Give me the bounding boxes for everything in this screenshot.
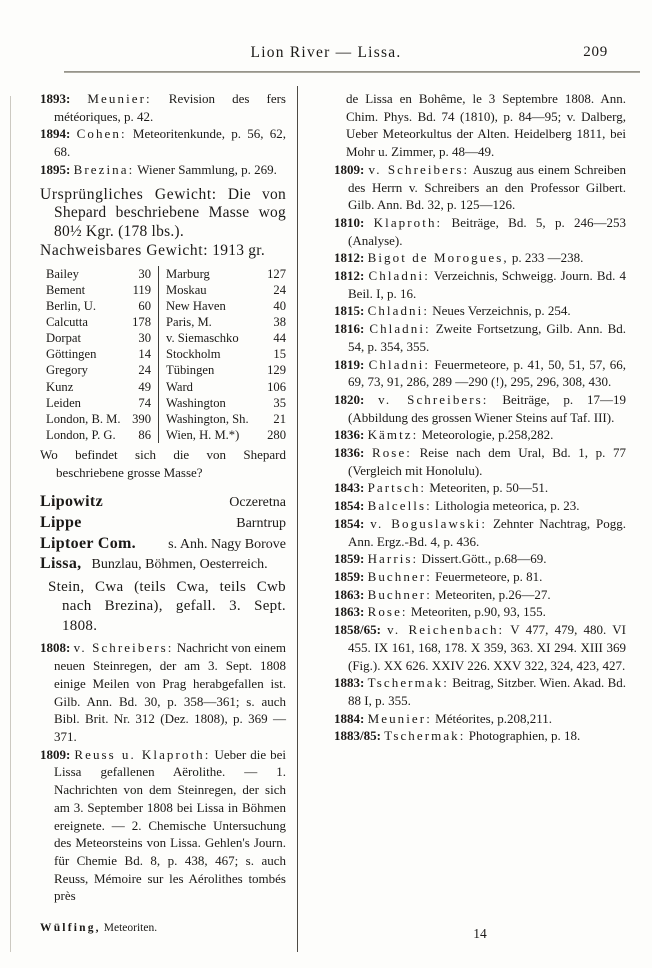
entry-year: 1854: xyxy=(334,498,365,514)
entry-year: 1883/85: xyxy=(334,728,381,744)
bib-entry xyxy=(334,249,626,267)
entry-author: Kämtz: xyxy=(367,427,419,443)
entry-text: Revision des fers météoriques, p. 42. xyxy=(54,91,286,124)
bib-entry xyxy=(334,497,626,515)
collection-weight: 129 xyxy=(267,363,286,378)
entry-year: 1863: xyxy=(334,586,365,602)
table-row xyxy=(40,395,286,411)
entry-author: v. Schreibers: xyxy=(73,640,174,656)
entry-author: v. Reichenbach: xyxy=(387,622,505,638)
headword-reference: Oczeretna xyxy=(229,495,286,511)
bib-entry xyxy=(334,515,626,550)
collection-name: v. Siemaschko xyxy=(158,330,262,346)
collection-weight: 49 xyxy=(138,379,151,394)
entry-text: Feuermeteore, p. 81. xyxy=(435,568,543,584)
left-column xyxy=(40,90,286,905)
bib-entry xyxy=(334,391,626,426)
right-column xyxy=(334,90,626,745)
entry-year: 1819: xyxy=(334,356,365,372)
bib-entry xyxy=(334,356,626,391)
headword-detail: Bunzlau, Böhmen, Oesterreich. xyxy=(91,557,268,573)
bib-entry xyxy=(334,586,626,604)
collection-weight: 14 xyxy=(138,347,151,362)
collection-weight: 15 xyxy=(273,347,286,362)
collection-weight: 30 xyxy=(138,331,151,346)
entry-text: Meteoriten, p.90, 93, 155. xyxy=(410,604,546,620)
collection-name: Bement xyxy=(46,282,86,297)
entry-year: 1893: xyxy=(40,91,71,106)
entry-year: 1843: xyxy=(334,480,365,496)
entry-text: Dissert.Gött., p.68—69. xyxy=(421,551,547,567)
entry-text: Zehnter Nachtrag, Pogg. Ann. Ergz.-Bd. 4, p. 436. xyxy=(348,515,627,549)
question-text: Wo befindet sich die von Shepard beschriebene grosse Masse? xyxy=(40,446,286,480)
stein-classification-line: Stein, Cwa (teils Cwa, teils Cwb nach Brezina), gefall. 3. Sept. 1808. xyxy=(48,578,286,634)
collection-weight: 30 xyxy=(138,266,151,281)
entry-text: Meteoritenkunde, p. 56, 62, 68. xyxy=(54,126,287,160)
bib-entry xyxy=(334,727,626,745)
bibliography-bottom xyxy=(40,639,286,905)
table-row xyxy=(40,362,286,378)
entry-year: 1884: xyxy=(334,710,365,726)
entry-author: Chladni: xyxy=(369,321,431,337)
collection-weight: 119 xyxy=(132,282,151,297)
bib-entry xyxy=(334,161,626,214)
bib-entry xyxy=(40,125,286,160)
collection-name: Paris, M. xyxy=(158,314,262,330)
entry-text: Nachricht von einem neuen Steinregen, der am 3. Sept. 1808 einige Meilen von Prag herabgefallen ist. Gilb. Ann. Bd. 30, p. 358—361; s. auch Bibl. Brit. Nr. 312 (Dez. 1808), p. 369 — 371. xyxy=(54,640,287,744)
entry-year: 1809: xyxy=(334,161,365,177)
entry-year: 1854: xyxy=(334,515,365,531)
entry-author: Buchner: xyxy=(367,586,432,602)
bib-entry xyxy=(334,320,626,355)
entry-text: Verzeichnis, Schweigg. Journ. Bd. 4 Beil. I, p. 16. xyxy=(348,268,627,301)
entry-author: Tschermak: xyxy=(367,675,449,691)
collection-weight: 86 xyxy=(138,427,151,442)
entry-text: Feuermeteore, p. 41, 50, 51, 57, 66, 69, 73, 91, 286, 289 —290 (!), 295, 296, 308, 430. xyxy=(348,356,627,390)
entry-year: 1859: xyxy=(334,568,365,584)
collection-name: Stockholm xyxy=(158,346,262,362)
collection-name: Gregory xyxy=(46,363,88,378)
collection-weight: 24 xyxy=(138,363,151,378)
entry-text: Beitrag, Sitzber. Wien. Akad. Bd. 88 I, p. 355. xyxy=(348,675,626,708)
entry-year: 1894: xyxy=(40,126,71,142)
bib-entry xyxy=(334,444,626,479)
entry-text: Neues Verzeichnis, p. 254. xyxy=(432,303,571,319)
collection-name: Dorpat xyxy=(46,331,81,346)
collection-weight: 21 xyxy=(273,411,286,426)
entry-year: 1815: xyxy=(334,303,365,319)
entry-year: 1836: xyxy=(334,427,365,443)
entry-author: Harris: xyxy=(367,551,419,567)
entry-text: Lithologia meteorica, p. 23. xyxy=(435,498,580,514)
bib-entry xyxy=(40,746,286,905)
original-weight-label: Ursprüngliches Gewicht: xyxy=(40,185,217,203)
entry-year: 1895: xyxy=(40,161,71,177)
entry-author: Chladni: xyxy=(367,303,430,319)
entry-author: Klaproth: xyxy=(373,214,443,230)
collection-weight: 178 xyxy=(132,315,151,330)
entry-text: Beiträge, Bd. 5, p. 246—253 (Analyse). xyxy=(348,214,627,248)
table-row xyxy=(40,298,286,314)
collection-weight: 127 xyxy=(267,266,286,281)
entry-text: Meteorologie, p.258,282. xyxy=(421,427,554,443)
headword-list xyxy=(40,492,286,574)
bib-entry xyxy=(334,674,626,709)
table-row xyxy=(40,411,286,427)
entry-year: 1858/65: xyxy=(334,622,381,638)
entry-author: Rose: xyxy=(371,445,412,461)
original-weight-text: Die von Shepard beschriebene Masse wog 80½ Kgr. (178 lbs.). xyxy=(54,185,286,240)
bib-entry xyxy=(334,267,626,302)
collection-weight: 390 xyxy=(132,411,151,426)
collection-name: Berlin, U. xyxy=(46,299,97,314)
bib-entry xyxy=(334,621,626,674)
headword-row xyxy=(40,554,286,575)
collection-weight: 60 xyxy=(138,299,151,314)
entry-year: 1863: xyxy=(334,604,365,620)
collection-name: Bailey xyxy=(46,266,79,281)
table-row xyxy=(40,379,286,395)
table-row xyxy=(40,330,286,346)
entry-author: Bigot de Morogues, xyxy=(367,250,509,266)
entry-text: p. 233 —238. xyxy=(511,250,584,266)
entry-text: Wiener Sammlung, p. 269. xyxy=(137,161,277,177)
entry-author: Chladni: xyxy=(368,268,430,284)
collection-weight: 74 xyxy=(138,395,151,410)
table-row xyxy=(40,314,286,330)
bibliography-top xyxy=(40,90,286,179)
entry-author: v. Boguslawski: xyxy=(370,515,488,531)
entry-year: 1816: xyxy=(334,321,365,337)
entry-author: Balcells: xyxy=(367,498,432,514)
entry-year: 1812: xyxy=(334,250,365,266)
collection-name: London, B. M. xyxy=(46,411,121,426)
collection-weight: 280 xyxy=(267,427,286,442)
entry-author: Reuss u. Klaproth: xyxy=(74,746,211,762)
entry-text: Meteoriten, p.26—27. xyxy=(435,586,551,602)
entry-author: Meunier: xyxy=(87,91,152,106)
header-rule xyxy=(64,71,640,73)
headword-term: Lipowitz xyxy=(40,493,104,511)
traceable-weight-paragraph xyxy=(40,242,286,261)
entry-year: 1812: xyxy=(334,268,365,284)
sheet-number: 14 xyxy=(473,926,487,941)
bib-entry xyxy=(334,568,626,586)
entry-text: Photographien, p. 18. xyxy=(468,728,581,744)
headword-row xyxy=(40,492,286,513)
entry-text: Meteoriten, p. 50—51. xyxy=(429,480,549,496)
headword-term: Lippe xyxy=(40,513,82,531)
collection-name: Moskau xyxy=(158,282,262,298)
collection-weight: 40 xyxy=(273,299,286,314)
entry-author: Rose: xyxy=(367,604,408,620)
headword-reference: s. Anh. Nagy Borove xyxy=(168,536,286,552)
entry-year: 1859: xyxy=(334,551,365,567)
collection-name: Marburg xyxy=(158,266,262,282)
footer-signature xyxy=(40,922,157,934)
entry-text: Zweite Fortsetzung, Gilb. Ann. Bd. 54, p. 354, 355. xyxy=(348,321,626,354)
weight-table xyxy=(40,266,286,443)
collection-name: London, P. G. xyxy=(46,427,116,442)
headword-row xyxy=(40,513,286,534)
entry-author: Cohen: xyxy=(76,126,127,142)
collection-name: Wien, H. M.*) xyxy=(158,427,262,443)
entry-text: Reise nach dem Ural, Bd. 1, p. 77 (Vergleich mit Honolulu). xyxy=(348,445,627,478)
collection-name: New Haven xyxy=(158,298,262,314)
page-number: 209 xyxy=(583,44,608,60)
collection-weight: 35 xyxy=(273,395,286,410)
collection-weight: 24 xyxy=(273,282,286,297)
continuation-text: de Lissa en Bohême, le 3 Septembre 1808. Ann. Chim. Phys. Bd. 74 (1810), p. 84—95; v. Dalberg, Ueber Meteorkultus der Alten. Heidelberg 1811, bei Mohr u. Zimmer, p. 48—49. xyxy=(346,91,626,160)
collection-weight: 106 xyxy=(267,379,286,394)
collection-name: Göttingen xyxy=(46,347,97,362)
column-divider xyxy=(297,86,298,952)
traceable-weight-label: Nachweisbares Gewicht: xyxy=(40,242,209,260)
entry-text: Ueber die bei Lissa gefallenen Aërolithe. — 1. Nachrichten von dem Steinregen, der sich am 3. September 1808 bei Lissa in Böhmen ereignete. — 2. Chemische Untersuchung des Meteorsteins von Lissa. Gehlen's Journ. für Chemie Bd. 8, p. 438, 467; s. auch Reuss, Mémoire sur les Aérolithes tombés près xyxy=(54,746,287,904)
entry-author: Buchner: xyxy=(367,568,432,584)
entry-year: 1883: xyxy=(334,675,365,691)
collection-name: Leiden xyxy=(46,395,81,410)
entry-text: Auszug aus einem Schreiben des Herrn v. Schreibers an den Professor Gilbert. Gilb. Ann. Bd. 32, p. 125—126. xyxy=(348,161,627,213)
entry-author: Brezina: xyxy=(73,161,135,177)
entry-author: Partsch: xyxy=(367,480,427,496)
entry-text: V 477, 479, 480. VI 455. IX 161, 168, 178. X 359, 363. XI 294. XIII 369 (Fig.). XX 626. XXIV 226. XXV 322, 324, 423, 427. xyxy=(348,622,626,673)
table-row xyxy=(40,266,286,282)
collection-name: Tübingen xyxy=(158,362,262,378)
collection-weight: 38 xyxy=(273,315,286,330)
entry-year: 1808: xyxy=(40,640,71,656)
bib-entry xyxy=(334,426,626,444)
headword-pairs xyxy=(40,492,286,533)
entry-text: Beiträge, p. 17—19 (Abbildung des grossen Wiener Steins auf Taf. III). xyxy=(348,391,626,425)
headword-row xyxy=(40,534,286,555)
bib-entry xyxy=(40,639,286,745)
bib-entry xyxy=(334,214,626,249)
collection-weight: 44 xyxy=(273,331,286,346)
bib-entry xyxy=(334,710,626,728)
table-row xyxy=(40,346,286,362)
table-row xyxy=(40,282,286,298)
bib-entry xyxy=(334,479,626,497)
bib-entry xyxy=(334,302,626,320)
page-edge-line xyxy=(10,96,11,952)
entry-year: 1810: xyxy=(334,214,365,230)
collection-name: Kunz xyxy=(46,379,74,394)
collection-name: Ward xyxy=(158,379,262,395)
work-title: Meteoriten. xyxy=(103,922,158,934)
entry-author: v. Schreibers: xyxy=(378,391,489,407)
entry-year: 1809: xyxy=(40,746,71,762)
bib-entry xyxy=(40,90,286,125)
bibliography-right xyxy=(334,161,626,745)
collection-name: Washington, Sh. xyxy=(158,411,262,427)
entry-author: Tschermak: xyxy=(384,728,466,744)
running-title: Lion River — Lissa. xyxy=(250,44,402,61)
collection-name: Calcutta xyxy=(46,315,88,330)
traceable-weight-value: 1913 gr. xyxy=(212,242,265,260)
bib-entry xyxy=(334,603,626,621)
headword-term: Lissa, xyxy=(40,555,82,573)
headword-reference: Barntrup xyxy=(236,515,286,531)
bib-entry xyxy=(40,161,286,179)
author-signature: Wülfing, xyxy=(40,922,101,934)
headword-term: Liptoer Com. xyxy=(40,534,136,552)
entry-text: Météorites, p.208,211. xyxy=(435,710,553,726)
entry-author: v. Schreibers: xyxy=(368,161,470,177)
entry-author: Meunier: xyxy=(367,710,432,726)
collection-name: Washington xyxy=(158,395,262,411)
bib-entry xyxy=(334,550,626,568)
entry-year: 1820: xyxy=(334,391,365,407)
original-weight-paragraph xyxy=(40,186,286,242)
entry-author: Chladni: xyxy=(368,356,431,372)
table-row xyxy=(40,427,286,443)
entry-year: 1836: xyxy=(334,445,365,461)
